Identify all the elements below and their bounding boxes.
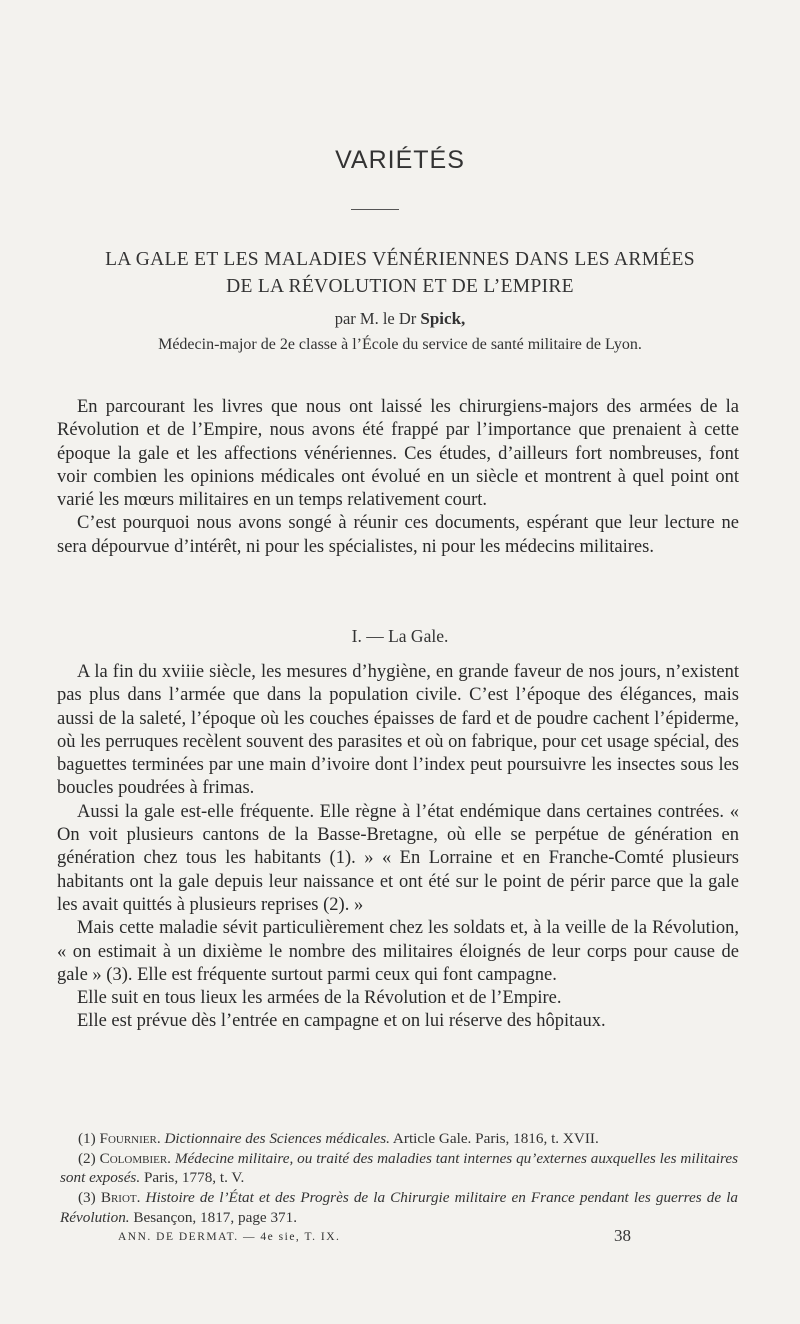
body-paragraph-4: Elle suit en tous lieux les armées de la Révolution et de l’Empire.: [77, 988, 562, 1009]
section-title: VARIÉTÉS: [335, 146, 465, 174]
author-affiliation: Médecin-major de 2e classe à l’École du service de santé militaire de Lyon.: [158, 336, 642, 353]
footnote-number: (3): [78, 1189, 96, 1207]
main-section: [57, 661, 739, 1034]
journal-reference: ANN. DE DERMAT. — 4e sie, T. IX.: [118, 1231, 341, 1243]
footnote-details: Besançon, 1817, page 371.: [133, 1208, 298, 1226]
footnote-author: Briot.: [100, 1189, 141, 1207]
page-number: 38: [614, 1226, 631, 1245]
author-name: Spick,: [420, 309, 466, 328]
footnote-1: [60, 1129, 738, 1149]
title-divider: [351, 209, 399, 210]
footnote-author: Colombier.: [99, 1149, 171, 1167]
byline: [0, 309, 800, 329]
footnote-3: [60, 1188, 738, 1227]
footnote-author: Fournier.: [99, 1130, 161, 1147]
footnote-title: Histoire de l’État et des Progrès de la Chirurgie militaire en France pendant les guerres de la Révolution.: [60, 1189, 739, 1226]
article-title: [40, 246, 760, 300]
body-paragraph-2: Aussi la gale est-elle fréquente. Elle règne à l’état endémique dans certaines contrées. « On voit plusieurs cantons de la Basse-Bretagne, où elle se perpétue de génération en génération chez tous les habitants (1). » « En Lorraine et en Franche-Comté plusieurs habitants ont la gale depuis leur naissance et ont été sur le point de périr parce que la gale les avait quittés à plusieurs reprises (2). »: [57, 801, 739, 915]
footnote-2: [60, 1149, 738, 1188]
footnote-title: Dictionnaire des Sciences médicales.: [164, 1130, 390, 1147]
footnotes: [60, 1129, 738, 1228]
article-title-line1: LA GALE ET LES MALADIES VÉNÉRIENNES DANS LES ARMÉES: [105, 249, 695, 270]
section-heading: I. — La Gale.: [351, 626, 449, 646]
byline-prefix: par M. le Dr: [334, 309, 417, 328]
footnote-number: (1): [78, 1130, 96, 1147]
footnote-number: (2): [78, 1149, 96, 1167]
body-paragraph-5: Elle est prévue dès l’entrée en campagne et on lui réserve des hôpitaux.: [77, 1011, 606, 1032]
body-paragraph-3: Mais cette maladie sévit particulièrement chez les soldats et, à la veille de la Révolution, « on estimait à un dixième le nombre des militaires éloignés de leur corps pour cause de gale » (3). Elle est fréquente surtout parmi ceux qui font campagne.: [57, 918, 739, 985]
intro-paragraph-2: C’est pourquoi nous avons songé à réunir ces documents, espérant que leur lecture ne sera dépourvue d’intérêt, ni pour les spécialistes, ni pour les médecins militaires.: [57, 513, 739, 557]
footnote-details: Article Gale. Paris, 1816, t. XVII.: [392, 1130, 599, 1147]
article-title-line2: DE LA RÉVOLUTION ET DE L’EMPIRE: [226, 276, 574, 297]
footnote-title: Médecine militaire, ou traité des maladies tant internes qu’externes auxquelles les militaires sont exposés.: [60, 1149, 739, 1187]
footnote-details: Paris, 1778, t. V.: [143, 1169, 245, 1187]
intro-section: [57, 396, 739, 559]
intro-paragraph-1: En parcourant les livres que nous ont laissé les chirurgiens-majors des armées de la Révolution et de l’Empire, nous avons été frappé par l’importance que prenaient à cette époque la gale et les affections vénériennes. Ces études, d’ailleurs fort nombreuses, font voir combien les opinions médicales ont évolué en un siècle et montrent à quel point ont varié les mœurs militaires en un temps relativement court.: [57, 397, 739, 511]
body-paragraph-1: A la fin du xviiie siècle, les mesures d’hygiène, en grande faveur de nos jours, n’existent pas plus dans l’armée que dans la population civile. C’est l’époque des élégances, mais aussi de la saleté, l’époque où les couches épaisses de fard et de poudre cachent l’épiderme, où les perruques recèlent souvent des parasites et où on fabrique, pour cet usage spécial, des baguettes terminées par une main d’ivoire dont l’index peut poursuivre les insectes sous les boucles poudrées à frimas.: [57, 662, 739, 799]
